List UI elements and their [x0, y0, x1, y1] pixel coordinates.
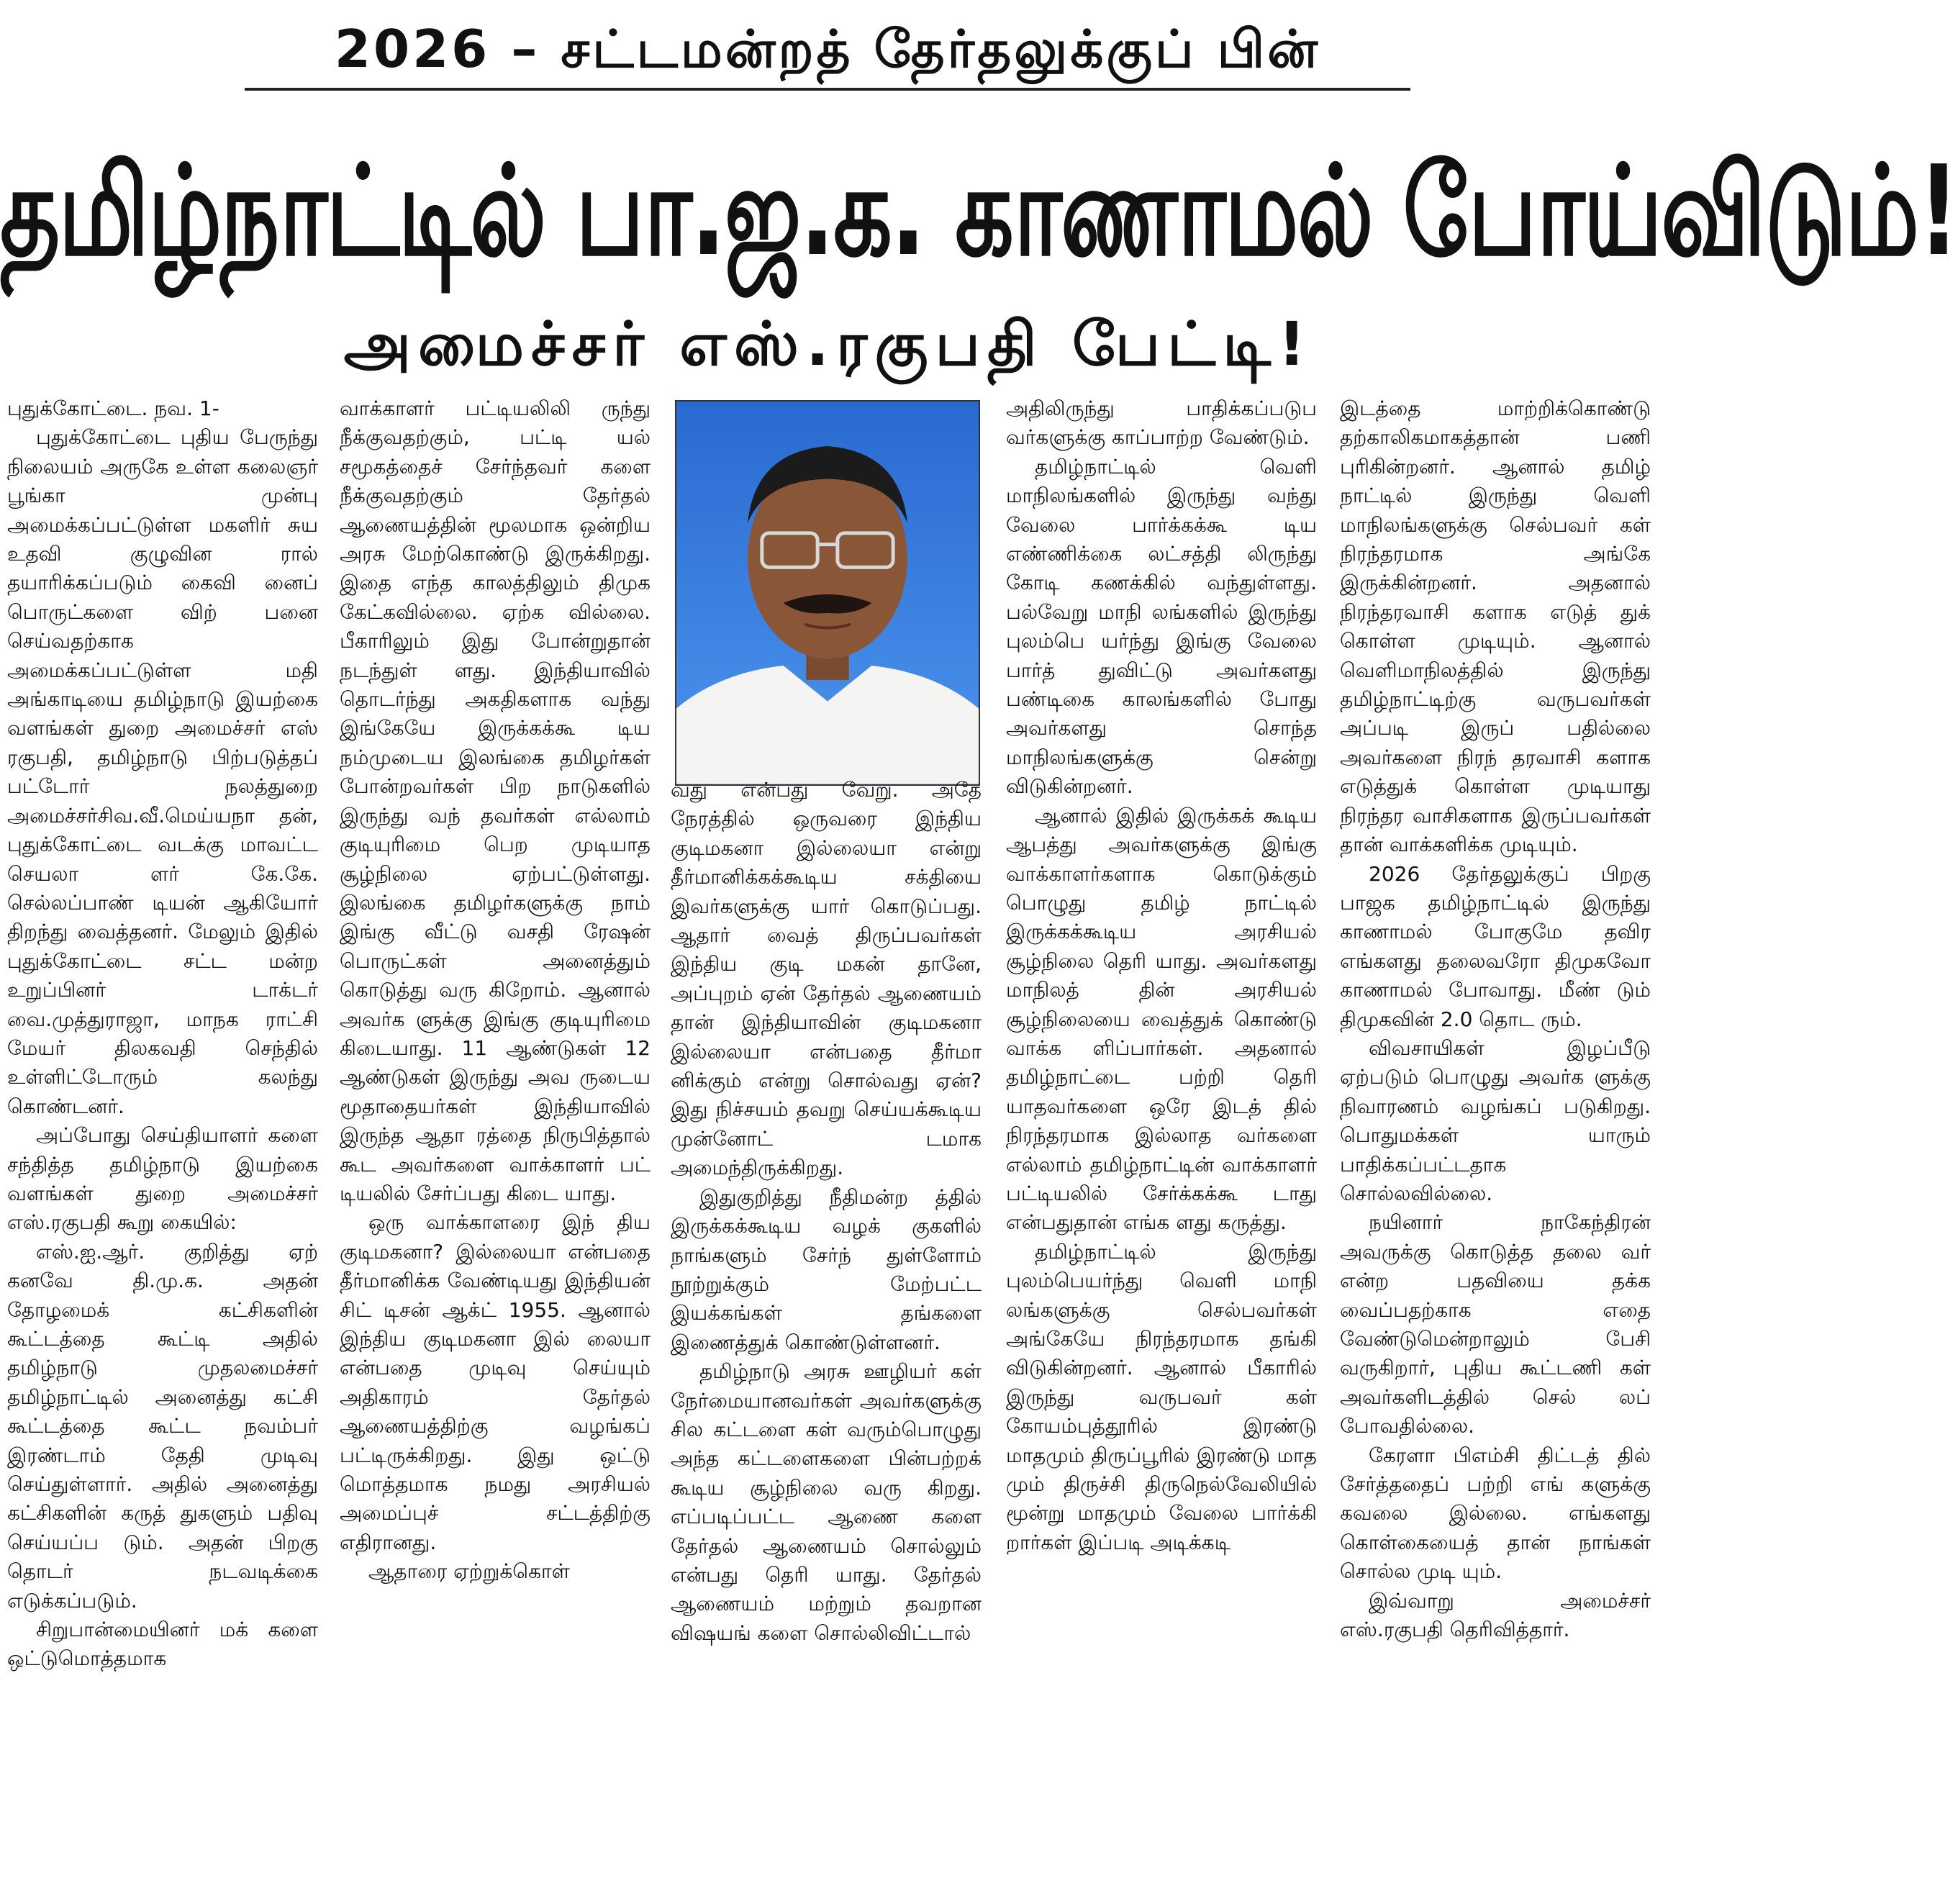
paragraph: இவ்வாறு அமைச்சர் எஸ்.ரகுபதி தெரிவித்தார். [1340, 1588, 1651, 1642]
paragraph: புதுக்கோட்டை புதிய பேருந்து நிலையம் அருகே உள்ள கலைஞர் பூங்கா முன்பு அமைக்கப்பட்டுள்ள மகளிர் சுய உதவி குழுவின ரால் தயாரிக்கப்படும் கைவி னைப் பொருட்களை விற் பனை செய்வதற்காக அமைக்கப்பட்டுள்ள மதி அங்காடியை தமிழ்நாடு இயற்கை வளங்கள் துறை அமைச்சர் எஸ் ரகுபதி, தமிழ்நாடு பிற்படுத்தப் பட்டோர் நலத்துறை அமைச்சர்சிவ.வீ.மெய்யநா தன், புதுக்கோட்டை வடக்கு மாவட்ட செயலா ளர் கே.கே. செல்லப்பாண் டியன் ஆகியோர் திறந்து வைத்தனர். மேலும் இதில் புதுக்கோட்டை சட்ட மன்ற உறுப்பினர் டாக்டர் வை.முத்துராஜா, மாநக ராட்சி மேயர் திலகவதி செந்தில் உள்ளிட்டோரும் கலந்து கொண்டனர். [7, 425, 318, 1118]
paragraph: இடத்தை மாற்றிக்கொண்டு தற்காலிகமாகத்தான் பணி புரிகின்றனர். ஆனால் தமிழ் நாட்டில் இருந்து வெளி மாநிலங்களுக்கு செல்பவர் கள் நிரந்தரமாக அங்கே இருக்கின்றனர். அதனால் நிரந்தரவாசி களாக எடுத் துக் கொள்ள முடியும். ஆனால் வெளிமாநிலத்தில் இருந்து தமிழ்நாட்டிற்கு வருபவர்கள் அப்படி இருப் பதில்லை அவர்களை நிரந் தரவாசி களாக எடுத்துக் கொள்ள முடியாது நிரந்தர வாசிகளாக இருப்பவர்கள் தான் வாக்களிக்க முடியும். [1340, 396, 1651, 857]
paragraph: அப்போது செய்தியாளர் களை சந்தித்த தமிழ்நாடு இயற்கை வளங்கள் துறை அமைச்சர் எஸ்.ரகுபதி கூறு கையில்: [7, 1123, 318, 1235]
article-column-4 [1006, 394, 1317, 1898]
paragraph: தமிழ்நாட்டில் இருந்து புலம்பெயர்ந்து வெளி மாநி லங்களுக்கு செல்பவர்கள் அங்கேயே நிரந்தரமாக தங்கி விடுகின்றனர். ஆனால் பீகாரில் இருந்து வருபவர் கள் கோயம்புத்தூரில் இரண்டு மாதமும் திருப்பூரில் இரண்டு மாத மும் திருச்சி திருநெல்வேலியில் மூன்று மாதமும் வேலை பார்க்கி றார்கள் இப்படி அடிக்கடி [1006, 1239, 1317, 1554]
paragraph: புதுக்கோட்டை. நவ. 1- [7, 396, 219, 420]
article-column-3 [671, 776, 982, 1898]
article-column-5 [1340, 394, 1651, 1898]
paragraph: வாக்காளர் பட்டியலிலி ருந்து நீக்குவதற்கும், பட்டி யல் சமூகத்தைச் சேர்ந்தவர் களை நீக்குவதற்கும் தேர்தல் ஆணையத்தின் மூலமாக ஒன்றிய அரசு மேற்கொண்டு இருக்கிறது. இதை எந்த காலத்திலும் திமுக கேட்கவில்லை. ஏற்க வில்லை. பீகாரிலும் இது போன்றுதான் நடந்துள் ளது. இந்தியாவில் தொடர்ந்து அகதிகளாக வந்து இங்கேயே இருக்கக்கூ டிய நம்முடைய இலங்கை தமிழர்கள் போன்றவர்கள் பிற நாடுகளில் இருந்து வந் தவர்கள் எல்லாம் குடியுரிமை பெற முடியாத சூழ்நிலை ஏற்பட்டுள்ளது. இலங்கை தமிழர்களுக்கு நாம் இங்கு வீட்டு வசதி ரேஷன் பொருட்கள் அனைத்தும் கொடுத்து வரு கிறோம். ஆனால் அவர்க ளுக்கு இங்கு குடியுரிமை கிடையாது. 11 ஆண்டுகள் 12 ஆண்டுகள் இருந்து அவ ருடைய மூதாதையர்கள் இந்தியாவில் இருந்த ஆதா ரத்தை நிருபித்தால் கூட அவர்களை வாக்காளர் பட் டியலில் சேர்ப்பது கிடை யாது. [340, 396, 651, 1205]
paragraph: நயினார் நாகேந்திரன் அவருக்கு கொடுத்த தலை வர் என்ற பதவியை தக்க வைப்பதற்காக எதை வேண்டுமென்றாலும் பேசி வருகிறார், புதிய கூட்டணி கள் அவர்களிடத்தில் செல் லப் போவதில்லை. [1340, 1210, 1651, 1438]
minister-photo [675, 400, 980, 786]
paragraph: விவசாயிகள் இழப்பீடு ஏற்படும் பொழுது அவர்க ளுக்கு நிவாரணம் வழங்கப் படுகிறது. பொதுமக்கள் யாரும் பாதிக்கப்பட்டதாக சொல்லவில்லை. [1340, 1035, 1651, 1205]
article-column-2 [340, 394, 651, 1898]
article-column-1 [7, 394, 318, 1898]
paragraph: கேரளா பிஎம்சி திட்டத் தில் சேர்த்ததைப் பற்றி எங் களுக்கு கவலை இல்லை. எங்களது கொள்கையைத் தான் நாங்கள் சொல்ல முடி யும். [1340, 1443, 1651, 1584]
paragraph: ஒரு வாக்காளரை இந் திய குடிமகனா? இல்லையா என்பதை தீர்மானிக்க வேண்டியது இந்தியன் சிட் டிசன் ஆக்ட் 1955. ஆனால் இந்திய குடிமகனா இல் லையா என்பதை முடிவு செய்யும் அதிகாரம் தேர்தல் ஆணையத்திற்கு வழங்கப் பட்டிருக்கிறது. இது ஒட்டு மொத்தமாக நமது அரசியல் அமைப்புச் சட்டத்திற்கு எதிரானது. [340, 1210, 651, 1554]
paragraph: 2026 தேர்தலுக்குப் பிறகு பாஜக தமிழ்நாட்டில் இருந்து காணாமல் போகுமே தவிர எங்களது தலைவரோ திமுகவோ காணாமல் போவாது. மீண் டும் திமுகவின் 2.0 தொட ரும். [1340, 861, 1651, 1031]
kicker-headline: 2026 – சட்டமன்றத் தேர்தலுக்குப் பின் [245, 13, 1410, 91]
sub-headline: அமைச்சர் எஸ்.ரகுபதி பேட்டி! [343, 309, 1313, 379]
paragraph: இதுகுறித்து நீதிமன்ற த்தில் இருக்கக்கூடிய வழக் குகளில் நாங்களும் சேர்ந் துள்ளோம் நூற்றுக்கும் மேற்பட்ட இயக்கங்கள் தங்களை இணைத்துக் கொண்டுள்ளனர். [671, 1184, 982, 1354]
paragraph: சிறுபான்மையினர் மக் களை ஒட்டுமொத்தமாக [7, 1618, 318, 1671]
paragraph: எஸ்.ஐ.ஆர். குறித்து ஏற் கனவே தி.மு.க. அதன் தோழமைக் கட்சிகளின் கூட்டத்தை கூட்டி அதில் தமிழ்நாடு முதலமைச்சர் தமிழ்நாட்டில் அனைத்து கட்சி கூட்டத்தை கூட்ட நவம்பர் இரண்டாம் தேதி முடிவு செய்துள்ளார். அதில் அனைத்து கட்சிகளின் கருத் துகளும் பதிவு செய்யப்ப டும். அதன் பிறகு தொடர் நடவடிக்கை எடுக்கப்படும். [7, 1239, 318, 1613]
paragraph: தமிழ்நாட்டில் வெளி மாநிலங்களில் இருந்து வந்து வேலை பார்க்கக்கூ டிய எண்ணிக்கை லட்சத்தி லிருந்து கோடி கணக்கில் வந்துள்ளது. பல்வேறு மாநி லங்களில் இருந்து புலம்பெ யர்ந்து இங்கு வேலை பார்த் துவிட்டு அவர்களது பண்டிகை காலங்களில் போது அவர்களது சொந்த மாநிலங்களுக்கு சென்று விடுகின்றனர். [1006, 454, 1317, 799]
paragraph: அதிலிருந்து பாதிக்கப்படுப வர்களுக்கு காப்பாற்ற வேண்டும். [1006, 396, 1317, 450]
paragraph: ஆதாரை ஏற்றுக்கொள் [368, 1559, 570, 1584]
paragraph: வது என்பது வேறு. அதே நேரத்தில் ஒருவரை இந்திய குடிமகனா இல்லையா என்று தீர்மானிக்கக்கூடிய சக்தியை இவர்களுக்கு யார் கொடுப்பது. ஆதார் வைத் திருப்பவர்கள் இந்திய குடி மகன் தானே, அப்புறம் ஏன் தேர்தல் ஆணையம் தான் இந்தியாவின் குடிமகனா இல்லையா என்பதை தீர்மா னிக்கும் என்று சொல்வது ஏன்? இது நிச்சயம் தவறு செய்யக்கூடிய முன்னோட் டமாக அமைந்திருக்கிறது. [671, 778, 982, 1180]
paragraph: தமிழ்நாடு அரசு ஊழியர் கள் நேர்மையானவர்கள் அவர்களுக்கு சில கட்டளை கள் வரும்பொழுது அந்த கட்டளைகளை பின்பற்றக் கூடிய சூழ்நிலை வரு கிறது. எப்படிப்பட்ட ஆணை களை தேர்தல் ஆணையம் சொல்லும் என்பது தெரி யாது. தேர்தல் ஆணையம் மற்றும் தவறான விஷயங் களை சொல்லிவிட்டால் [671, 1359, 982, 1645]
main-headline: தமிழ்நாட்டில் பா.ஜ.க. காணாமல் போய்விடும்! [0, 139, 1958, 284]
paragraph: ஆனால் இதில் இருக்கக் கூடிய ஆபத்து அவர்களுக்கு இங்கு வாக்காளர்களாக கொடுக்கும் பொழுது தமிழ் நாட்டில் இருக்கக்கூடிய அரசியல் சூழ்நிலை தெரி யாது. அவர்களது மாநிலத் தின் அரசியல் சூழ்நிலையை வைத்துக் கொண்டு வாக்க ளிப்பார்கள். அதனால் தமிழ்நாட்டை பற்றி தெரி யாதவர்களை ஒரே இடத் தில் நிரந்தரமாக இல்லாத வர்களை எல்லாம் தமிழ்நாட்டின் வாக்காளர் பட்டியலில் சேர்க்கக்கூ டாது என்பதுதான் எங்க ளது கருத்து. [1006, 803, 1317, 1235]
